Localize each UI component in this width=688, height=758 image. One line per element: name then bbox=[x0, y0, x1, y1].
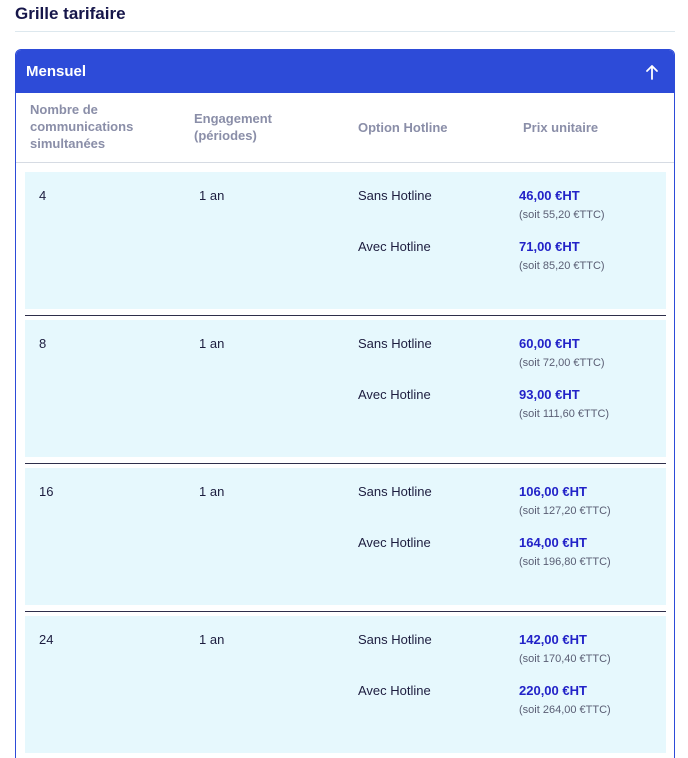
col-header-option: Option Hotline bbox=[358, 120, 448, 135]
price-ht: 106,00 €HT bbox=[519, 484, 587, 499]
price-ht: 71,00 €HT bbox=[519, 239, 580, 254]
row-option-label: Avec Hotline bbox=[358, 683, 431, 698]
panel-header-label: Mensuel bbox=[26, 63, 87, 80]
row-divider bbox=[25, 611, 666, 612]
row-option-label: Avec Hotline bbox=[358, 387, 431, 402]
price-ht: 164,00 €HT bbox=[519, 535, 587, 550]
row-engagement: 1 an bbox=[199, 484, 225, 499]
row-engagement: 1 an bbox=[199, 188, 225, 203]
col-header-engagement: Engagement (périodes) bbox=[194, 111, 273, 143]
price-ht: 142,00 €HT bbox=[519, 632, 587, 647]
table-row bbox=[25, 616, 666, 753]
table-header bbox=[16, 93, 674, 163]
row-count: 24 bbox=[39, 632, 54, 647]
arrow-up-icon[interactable] bbox=[644, 63, 660, 81]
table-row bbox=[25, 320, 666, 457]
row-count: 16 bbox=[39, 484, 54, 499]
row-price bbox=[519, 632, 611, 665]
row-price bbox=[519, 188, 605, 221]
row-option-label: Sans Hotline bbox=[358, 188, 432, 203]
row-engagement: 1 an bbox=[199, 632, 225, 647]
price-ttc: (soit 196,80 €TTC) bbox=[519, 556, 611, 568]
price-ht: 220,00 €HT bbox=[519, 683, 587, 698]
price-ht: 60,00 €HT bbox=[519, 336, 580, 351]
row-price bbox=[519, 239, 605, 272]
row-price bbox=[519, 484, 611, 517]
row-option-label: Avec Hotline bbox=[358, 239, 431, 254]
panel-header-toggle[interactable] bbox=[16, 50, 674, 93]
row-price bbox=[519, 683, 611, 716]
row-count: 4 bbox=[39, 188, 47, 203]
price-ttc: (soit 72,00 €TTC) bbox=[519, 357, 605, 369]
row-option-label: Avec Hotline bbox=[358, 535, 431, 550]
price-ttc: (soit 264,00 €TTC) bbox=[519, 704, 611, 716]
row-divider bbox=[25, 463, 666, 464]
price-ht: 93,00 €HT bbox=[519, 387, 580, 402]
row-option-label: Sans Hotline bbox=[358, 632, 432, 647]
price-ht: 46,00 €HT bbox=[519, 188, 580, 203]
title-divider bbox=[15, 31, 675, 32]
row-divider bbox=[25, 315, 666, 316]
row-price bbox=[519, 387, 609, 420]
row-count: 8 bbox=[39, 336, 47, 351]
pricing-panel bbox=[15, 49, 675, 758]
col-header-price: Prix unitaire bbox=[523, 120, 599, 135]
row-option-label: Sans Hotline bbox=[358, 484, 432, 499]
row-price bbox=[519, 535, 611, 568]
page-title: Grille tarifaire bbox=[15, 4, 126, 23]
row-option-label: Sans Hotline bbox=[358, 336, 432, 351]
row-engagement: 1 an bbox=[199, 336, 225, 351]
price-ttc: (soit 85,20 €TTC) bbox=[519, 260, 605, 272]
row-price bbox=[519, 336, 605, 369]
price-ttc: (soit 111,60 €TTC) bbox=[519, 408, 610, 420]
table-row bbox=[25, 172, 666, 309]
price-ttc: (soit 170,40 €TTC) bbox=[519, 653, 611, 665]
price-ttc: (soit 55,20 €TTC) bbox=[519, 209, 605, 221]
price-ttc: (soit 127,20 €TTC) bbox=[519, 505, 611, 517]
col-header-count: Nombre de communications simultanées bbox=[30, 102, 134, 151]
table-row bbox=[25, 468, 666, 605]
